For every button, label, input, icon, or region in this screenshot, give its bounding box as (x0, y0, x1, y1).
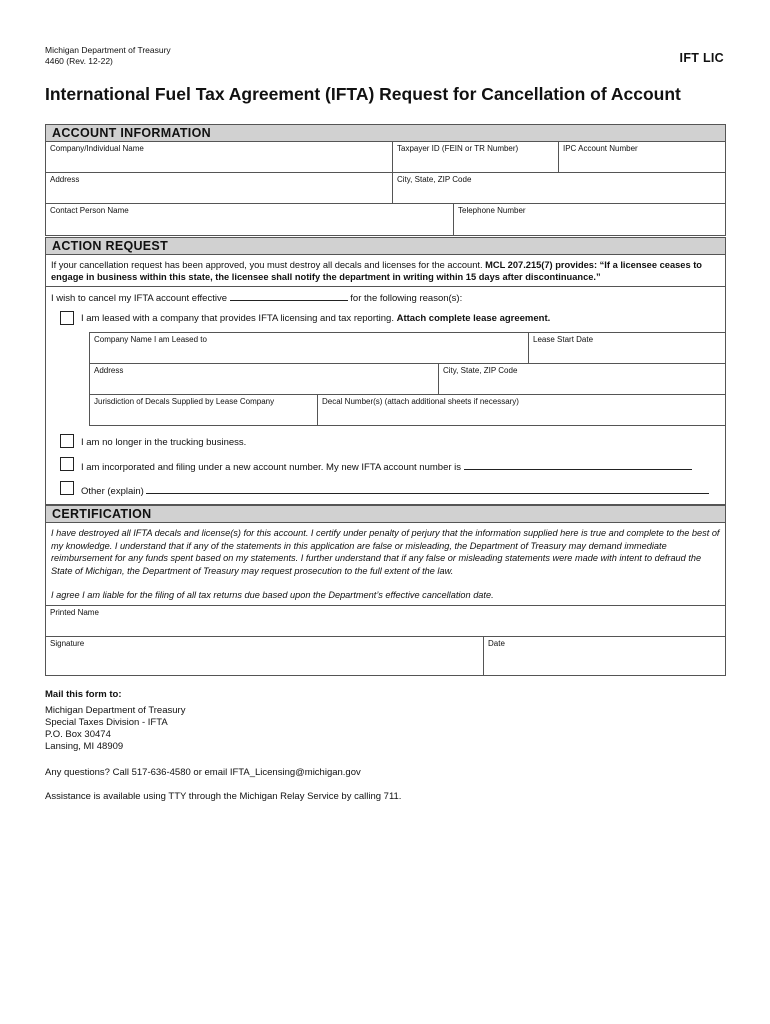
reason-leased-checkbox[interactable] (60, 311, 74, 325)
telephone-field[interactable] (453, 203, 726, 236)
contact-person-field[interactable] (45, 203, 454, 236)
intro-normal-text: If your cancellation request has been approved, you must destroy all decals and licenses for the account. (51, 260, 483, 270)
city-state-zip-label: City, State, ZIP Code (397, 175, 472, 184)
ipc-account-label: IPC Account Number (563, 144, 638, 153)
mail-heading: Mail this form to: (45, 689, 122, 700)
address-label: Address (50, 175, 80, 184)
signature-label: Signature (50, 639, 85, 648)
company-name-input[interactable] (50, 156, 388, 170)
jurisdiction-field[interactable] (89, 394, 318, 426)
ipc-account-input[interactable] (563, 156, 721, 170)
intro-divider (45, 286, 726, 287)
date-input[interactable] (488, 659, 721, 673)
lease-start-field[interactable] (528, 332, 726, 364)
reason-leased-label (81, 313, 550, 325)
taxpayer-id-input[interactable] (397, 156, 554, 170)
reason-no-longer-trucking-checkbox[interactable] (60, 434, 74, 448)
certification-heading: CERTIFICATION (45, 505, 726, 523)
mail-line-1: Michigan Department of Treasury (45, 705, 186, 716)
form-number: 4460 (Rev. 12-22) (45, 56, 113, 66)
agency-name: Michigan Department of Treasury (45, 45, 171, 55)
reason-other-checkbox[interactable] (60, 481, 74, 495)
page-title: International Fuel Tax Agreement (IFTA) Request for Cancellation of Account (45, 84, 681, 104)
reason-leased-bold: Attach complete lease agreement. (396, 313, 551, 324)
new-account-number-blank[interactable] (464, 460, 692, 470)
mail-line-3: P.O. Box 30474 (45, 729, 111, 740)
contact-person-label: Contact Person Name (50, 206, 129, 215)
decal-numbers-input[interactable] (322, 409, 721, 423)
questions-contact: Any questions? Call 517-636-4580 or email IFTA_Licensing@michigan.gov (45, 767, 361, 778)
cancel-effective-line (51, 291, 462, 305)
other-explain-blank[interactable] (146, 484, 709, 494)
date-field[interactable] (483, 636, 726, 676)
form-header-left (45, 45, 171, 67)
form-code: IFT LIC (679, 51, 724, 65)
effective-date-blank[interactable] (230, 291, 348, 301)
city-state-zip-field[interactable] (392, 172, 726, 204)
decal-numbers-field[interactable] (317, 394, 726, 426)
reason-new-account-text: I am incorporated and filing under a new account number. My new IFTA account number is (81, 462, 462, 473)
printed-name-input[interactable] (50, 620, 721, 634)
reason-other-line (81, 484, 709, 498)
company-name-field[interactable] (45, 141, 393, 173)
lease-address-field[interactable] (89, 363, 439, 395)
reason-leased-text: I am leased with a company that provides IFTA licensing and tax reporting. (81, 313, 394, 324)
account-information-heading: ACCOUNT INFORMATION (45, 124, 726, 142)
signature-field[interactable] (45, 636, 484, 676)
address-field[interactable] (45, 172, 393, 204)
jurisdiction-input[interactable] (94, 409, 313, 423)
action-request-heading: ACTION REQUEST (45, 237, 726, 255)
liability-statement: I agree I am liable for the filing of all tax returns due based upon the Department’s effective cancellation date. (51, 590, 494, 600)
lease-address-input[interactable] (94, 378, 434, 392)
reason-new-account-line (81, 460, 692, 474)
jurisdiction-label: Jurisdiction of Decals Supplied by Lease Company (94, 397, 275, 406)
taxpayer-id-field[interactable] (392, 141, 559, 173)
cancel-suffix: for the following reason(s): (350, 293, 463, 304)
certification-statement: I have destroyed all IFTA decals and license(s) for this account. I certify under penalty of perjury that the information supplied here is true and complete to the best of my knowledge. I understand that if any of the statements in this application are false or misleading, the Department of Treasury may demand immediate reimbursement for any funds spent based on my statements. I further understand that if any false or misleading statements were made with intent to defraud the State of Michigan, the Department of Treasury may request prosecution to the full extent of the law. (51, 528, 720, 576)
mail-line-4: Lansing, MI 48909 (45, 741, 124, 752)
intro-bold-text: MCL 207.215(7) provides: “If a licensee ceases to engage in business within this state, the licensee shall notify the department in writing within 15 days after discontinuance.” (51, 260, 702, 282)
lease-city-input[interactable] (443, 378, 721, 392)
contact-person-input[interactable] (50, 219, 449, 233)
lease-company-label: Company Name I am Leased to (94, 335, 207, 344)
lease-company-field[interactable] (89, 332, 529, 364)
cancel-prefix: I wish to cancel my IFTA account effective (51, 293, 228, 304)
reason-new-account-checkbox[interactable] (60, 457, 74, 471)
action-request-intro (51, 259, 721, 283)
date-label: Date (488, 639, 505, 648)
printed-name-field[interactable] (45, 605, 726, 637)
decal-numbers-label: Decal Number(s) (attach additional sheets if necessary) (322, 397, 519, 406)
telephone-input[interactable] (458, 219, 721, 233)
mailing-address (45, 705, 185, 753)
reason-no-longer-trucking-label: I am no longer in the trucking business. (81, 437, 247, 448)
tty-assistance: Assistance is available using TTY through the Michigan Relay Service by calling 711. (45, 791, 402, 802)
lease-start-input[interactable] (533, 347, 721, 361)
signature-input[interactable] (50, 659, 479, 673)
company-name-label: Company/Individual Name (50, 144, 144, 153)
mail-line-2: Special Taxes Division - IFTA (45, 717, 168, 728)
reason-other-text: Other (explain) (81, 486, 144, 497)
city-state-zip-input[interactable] (397, 187, 721, 201)
lease-address-label: Address (94, 366, 124, 375)
lease-city-label: City, State, ZIP Code (443, 366, 518, 375)
lease-city-field[interactable] (438, 363, 726, 395)
taxpayer-id-label: Taxpayer ID (FEIN or TR Number) (397, 144, 519, 153)
ipc-account-field[interactable] (558, 141, 726, 173)
telephone-label: Telephone Number (458, 206, 526, 215)
address-input[interactable] (50, 187, 388, 201)
lease-start-label: Lease Start Date (533, 335, 594, 344)
printed-name-label: Printed Name (50, 608, 99, 617)
lease-company-input[interactable] (94, 347, 524, 361)
